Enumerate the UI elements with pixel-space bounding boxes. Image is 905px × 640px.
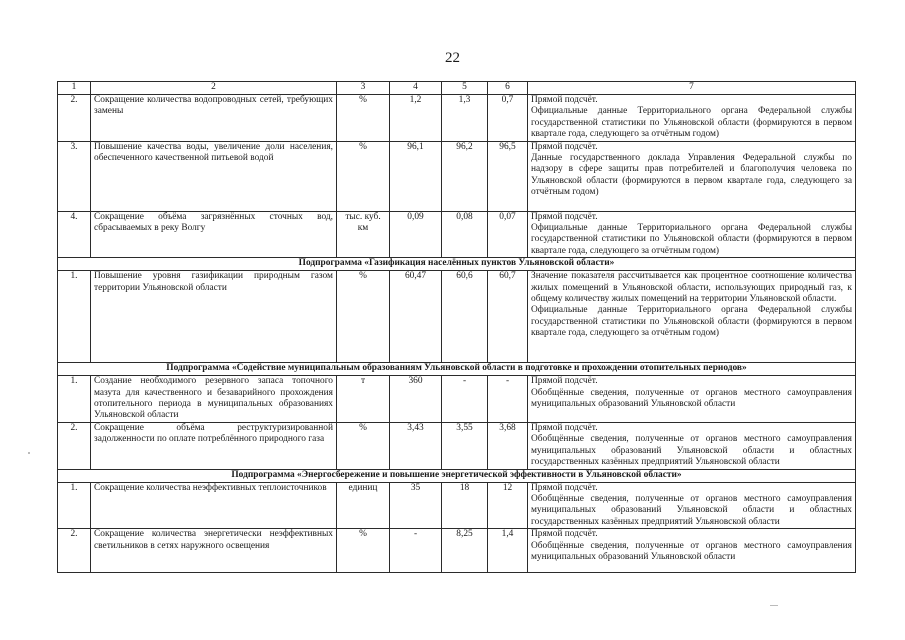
header-cell: 4 <box>390 82 442 95</box>
value-year-3: 12 <box>488 482 528 529</box>
subprogram-title: Подпрограмма «Энергосбережение и повышение энергетической эффективности в Ульяновской области» <box>58 469 856 482</box>
scan-mark <box>28 452 30 454</box>
row-number: 4. <box>58 211 91 258</box>
value-year-2: 3,55 <box>442 422 488 469</box>
row-number: 2. <box>58 95 91 142</box>
calculation-method <box>528 376 856 423</box>
indicator-name: Создание необходимого резервного запаса топочного мазута для качественного и безаварийного прохождения отопительного периода в муниципальных образованиях Ульяновской области <box>91 376 337 423</box>
indicator-row <box>58 271 856 363</box>
indicators-table <box>57 81 856 573</box>
method-note: Прямой подсчёт. <box>531 376 598 387</box>
row-number: 1. <box>58 271 91 363</box>
method-note: Прямой подсчёт. <box>531 482 598 493</box>
subprogram-title: Подпрограмма «Содействие муниципальным образованиям Ульяновской области в подготовке и прохождении отопительных периодов» <box>58 363 856 376</box>
header-cell: 5 <box>442 82 488 95</box>
method-note: Значение показателя рассчитывается как процентное соотношение количества жилых помещений в Ульяновской области, использующих природный газ, к общему количеству жилых помещений на территории Ульяновской области. <box>531 271 852 305</box>
indicator-row <box>58 95 856 142</box>
scan-mark <box>770 605 778 606</box>
value-year-3: 0,7 <box>488 95 528 142</box>
calculation-method <box>528 482 856 529</box>
header-cell: 7 <box>528 82 856 95</box>
value-year-3: 3,68 <box>488 422 528 469</box>
value-year-1: 360 <box>390 376 442 423</box>
unit-of-measure: % <box>337 95 390 142</box>
value-year-3: 1,4 <box>488 529 528 573</box>
method-note: Обобщённые сведения, полученные от органов местного самоуправления муниципальных образований Ульяновской области <box>531 387 852 410</box>
calculation-method <box>528 422 856 469</box>
row-number: 1. <box>58 482 91 529</box>
unit-of-measure: тыс. куб. км <box>337 211 390 258</box>
value-year-1: 60,47 <box>390 271 442 363</box>
value-year-2: 1,3 <box>442 95 488 142</box>
subprogram-title: Подпрограмма «Газификация населённых пунктов Ульяновской области» <box>58 258 856 271</box>
method-note: Официальные данные Территориального органа Федеральной службы государственной статистики по Ульяновской области (формируются в первом квартале года, следующего за отчётным годом) <box>531 305 852 339</box>
indicator-name: Сокращение объёма загрязнённых сточных вод, сбрасываемых в реку Волгу <box>91 211 337 258</box>
method-note: Официальные данные Территориального органа Федеральной службы государственной статистики по Ульяновской области (формируются в первом квартале года, следующего за отчётным годом) <box>531 106 852 140</box>
subprogram-header-row <box>58 363 856 376</box>
method-note: Обобщённые сведения, полученные от органов местного самоуправления муниципальных образований Ульяновской области <box>531 540 852 562</box>
method-note: Официальные данные Территориального органа Федеральной службы государственной статистики по Ульяновской области (формируются в первом квартале года, следующего за отчётным годом) <box>531 223 852 256</box>
calculation-method <box>528 211 856 258</box>
value-year-2: 18 <box>442 482 488 529</box>
calculation-method <box>528 141 856 211</box>
value-year-1: 3,43 <box>390 422 442 469</box>
page-number: 22 <box>445 50 460 66</box>
indicator-row <box>58 482 856 529</box>
row-number: 3. <box>58 141 91 211</box>
indicator-row <box>58 141 856 211</box>
value-year-2: 60,6 <box>442 271 488 363</box>
value-year-3: - <box>488 376 528 423</box>
indicator-name: Повышение качества воды, увеличение доли населения, обеспеченного качественной питьевой водой <box>91 141 337 211</box>
value-year-2: - <box>442 376 488 423</box>
indicator-name: Сокращение количества энергетически неэффективных светильников в сетях наружного освещения <box>91 529 337 573</box>
value-year-3: 96,5 <box>488 141 528 211</box>
indicator-row <box>58 422 856 469</box>
calculation-method <box>528 271 856 363</box>
method-note: Прямой подсчёт. <box>531 422 598 433</box>
value-year-2: 8,25 <box>442 529 488 573</box>
value-year-1: 1,2 <box>390 95 442 142</box>
value-year-2: 0,08 <box>442 211 488 258</box>
method-note: Прямой подсчёт. <box>531 95 598 105</box>
subprogram-header-row <box>58 258 856 271</box>
unit-of-measure: % <box>337 271 390 363</box>
method-note: Данные государственного доклада Управления Федеральной службы по надзору в сфере защиты прав потребителей и благополучия человека по Ульяновской области (формируются в первом квартале года, следующего за отчётным годом) <box>531 153 852 198</box>
method-note: Обобщённые сведения, полученные от органов местного самоуправления муниципальных образований Ульяновской области и областных государственных казённых предприятий Ульяновской области <box>531 434 852 468</box>
indicator-row <box>58 376 856 423</box>
header-row <box>58 82 856 95</box>
row-number: 1. <box>58 376 91 423</box>
value-year-1: 35 <box>390 482 442 529</box>
value-year-3: 60,7 <box>488 271 528 363</box>
row-number: 2. <box>58 529 91 573</box>
indicator-name: Сокращение количества водопроводных сетей, требующих замены <box>91 95 337 142</box>
indicator-row <box>58 211 856 258</box>
row-number: 2. <box>58 422 91 469</box>
value-year-1: - <box>390 529 442 573</box>
calculation-method <box>528 529 856 573</box>
header-cell: 3 <box>337 82 390 95</box>
indicator-name: Сокращение количества неэффективных теплоисточников <box>91 482 337 529</box>
calculation-method <box>528 95 856 142</box>
value-year-2: 96,2 <box>442 141 488 211</box>
value-year-1: 0,09 <box>390 211 442 258</box>
method-note: Прямой подсчёт. <box>531 141 598 152</box>
method-note: Обобщённые сведения, полученные от органов местного самоуправления муниципальных образований Ульяновской области и областных государственных казённых предприятий Ульяновской области <box>531 493 852 527</box>
value-year-3: 0,07 <box>488 211 528 258</box>
header-cell: 1 <box>58 82 91 95</box>
unit-of-measure: % <box>337 529 390 573</box>
indicator-name: Повышение уровня газификации природным газом территории Ульяновской области <box>91 271 337 363</box>
indicator-row <box>58 529 856 573</box>
unit-of-measure: единиц <box>337 482 390 529</box>
unit-of-measure: % <box>337 422 390 469</box>
indicator-name: Сокращение объёма реструктуризированной задолженности по оплате потреблённого природного газа <box>91 422 337 469</box>
header-cell: 2 <box>91 82 337 95</box>
subprogram-header-row <box>58 469 856 482</box>
value-year-1: 96,1 <box>390 141 442 211</box>
method-note: Прямой подсчёт. <box>531 529 598 540</box>
unit-of-measure: % <box>337 141 390 211</box>
header-cell: 6 <box>488 82 528 95</box>
unit-of-measure: т <box>337 376 390 423</box>
method-note: Прямой подсчёт. <box>531 211 598 222</box>
